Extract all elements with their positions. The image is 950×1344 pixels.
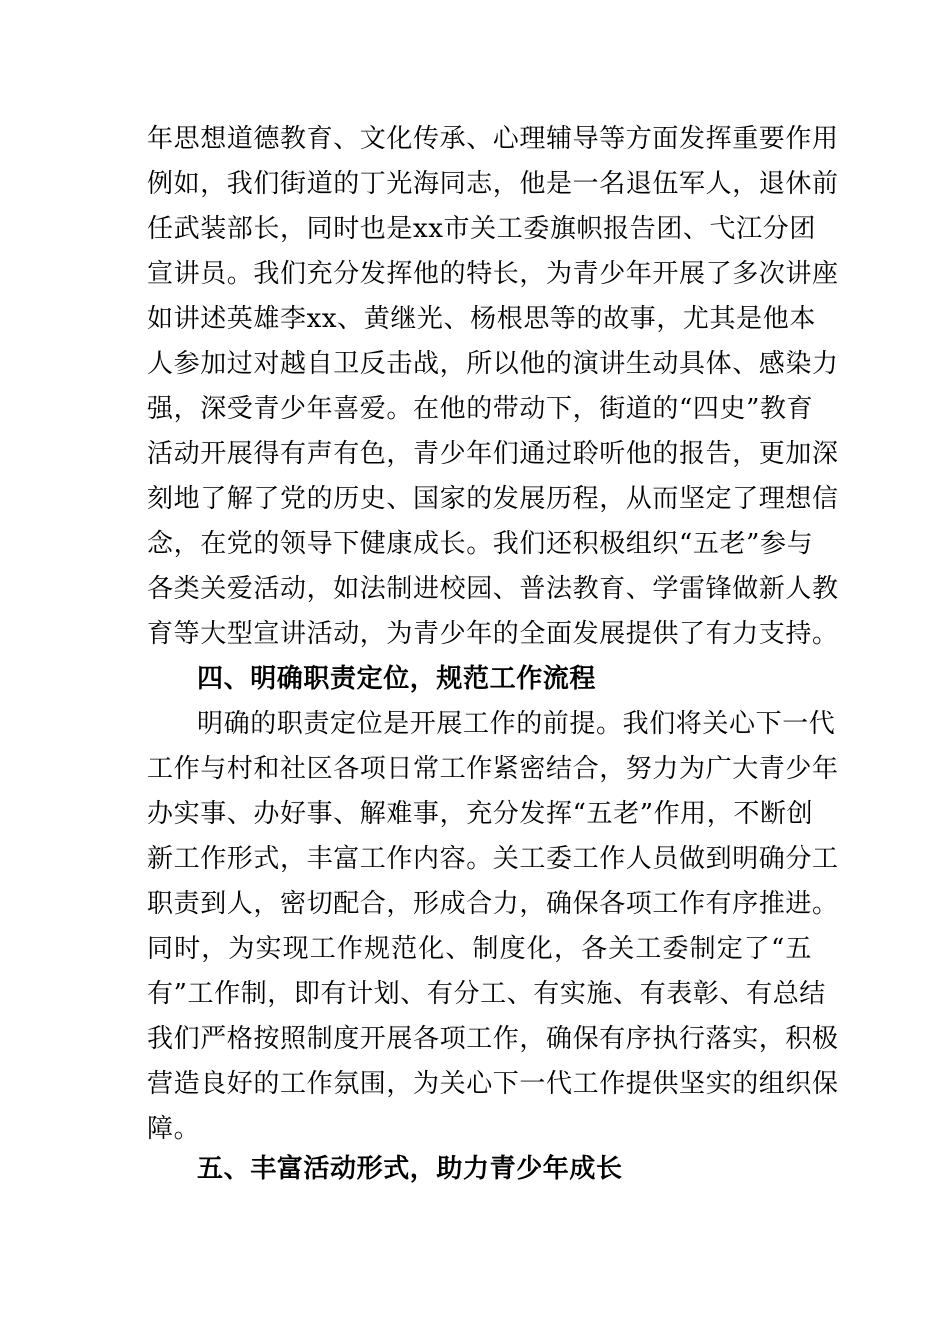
body-line: 办实事、办好事、解难事，充分发挥“五老”作用，不断创 [147,799,814,829]
body-line: 刻地了解了党的历史、国家的发展历程，从而坚定了理想信 [147,484,839,514]
body-line: 念，在党的领导下健康成长。我们还积极组织“五老”参与 [147,529,814,559]
body-line: 各类关爱活动，如法制进校园、普法教育、学雷锋做新人教 [147,574,839,604]
body-line: 明确的职责定位是开展工作的前提。我们将关心下一代 [197,709,836,739]
section-heading-4: 四、明确职责定位，规范工作流程 [197,664,597,694]
section-heading-5: 五、丰富活动形式，助力青少年成长 [197,1154,623,1184]
body-line: 宣讲员。我们充分发挥他的特长，为青少年开展了多次讲座 [147,259,839,289]
body-line: 例如，我们街道的丁光海同志，他是一名退伍军人，退休前 [147,169,839,199]
body-line: 活动开展得有声有色，青少年们通过聆听他的报告，更加深 [147,439,839,469]
body-line: 年思想道德教育、文化传承、心理辅导等方面发挥重要作用 [147,124,839,154]
body-line: 营造良好的工作氛围，为关心下一代工作提供坚实的组织保 [147,1069,839,1099]
body-line: 新工作形式，丰富工作内容。关工委工作人员做到明确分工 [147,844,839,874]
body-line: 职责到人，密切配合，形成合力，确保各项工作有序推进。 [147,889,839,919]
body-line: 人参加过对越自卫反击战，所以他的演讲生动具体、感染力 [147,349,839,379]
body-line: 如讲述英雄李xx、黄继光、杨根思等的故事，尤其是他本 [147,304,816,334]
body-line: 同时，为实现工作规范化、制度化，各关工委制定了“五 [147,934,812,964]
body-line: 有”工作制，即有计划、有分工、有实施、有表彰、有总结 [147,979,826,1009]
body-line: 我们严格按照制度开展各项工作，确保有序执行落实，积极 [147,1024,839,1054]
body-line: 工作与村和社区各项日常工作紧密结合，努力为广大青少年 [147,754,839,784]
body-line: 强，深受青少年喜爱。在他的带动下，街道的“四史”教育 [147,394,814,424]
body-line: 障。 [147,1114,201,1144]
body-line: 育等大型宣讲活动，为青少年的全面发展提供了有力支持。 [147,619,839,649]
body-line: 任武装部长，同时也是xx市关工委旗帜报告团、弋江分团 [147,214,816,244]
